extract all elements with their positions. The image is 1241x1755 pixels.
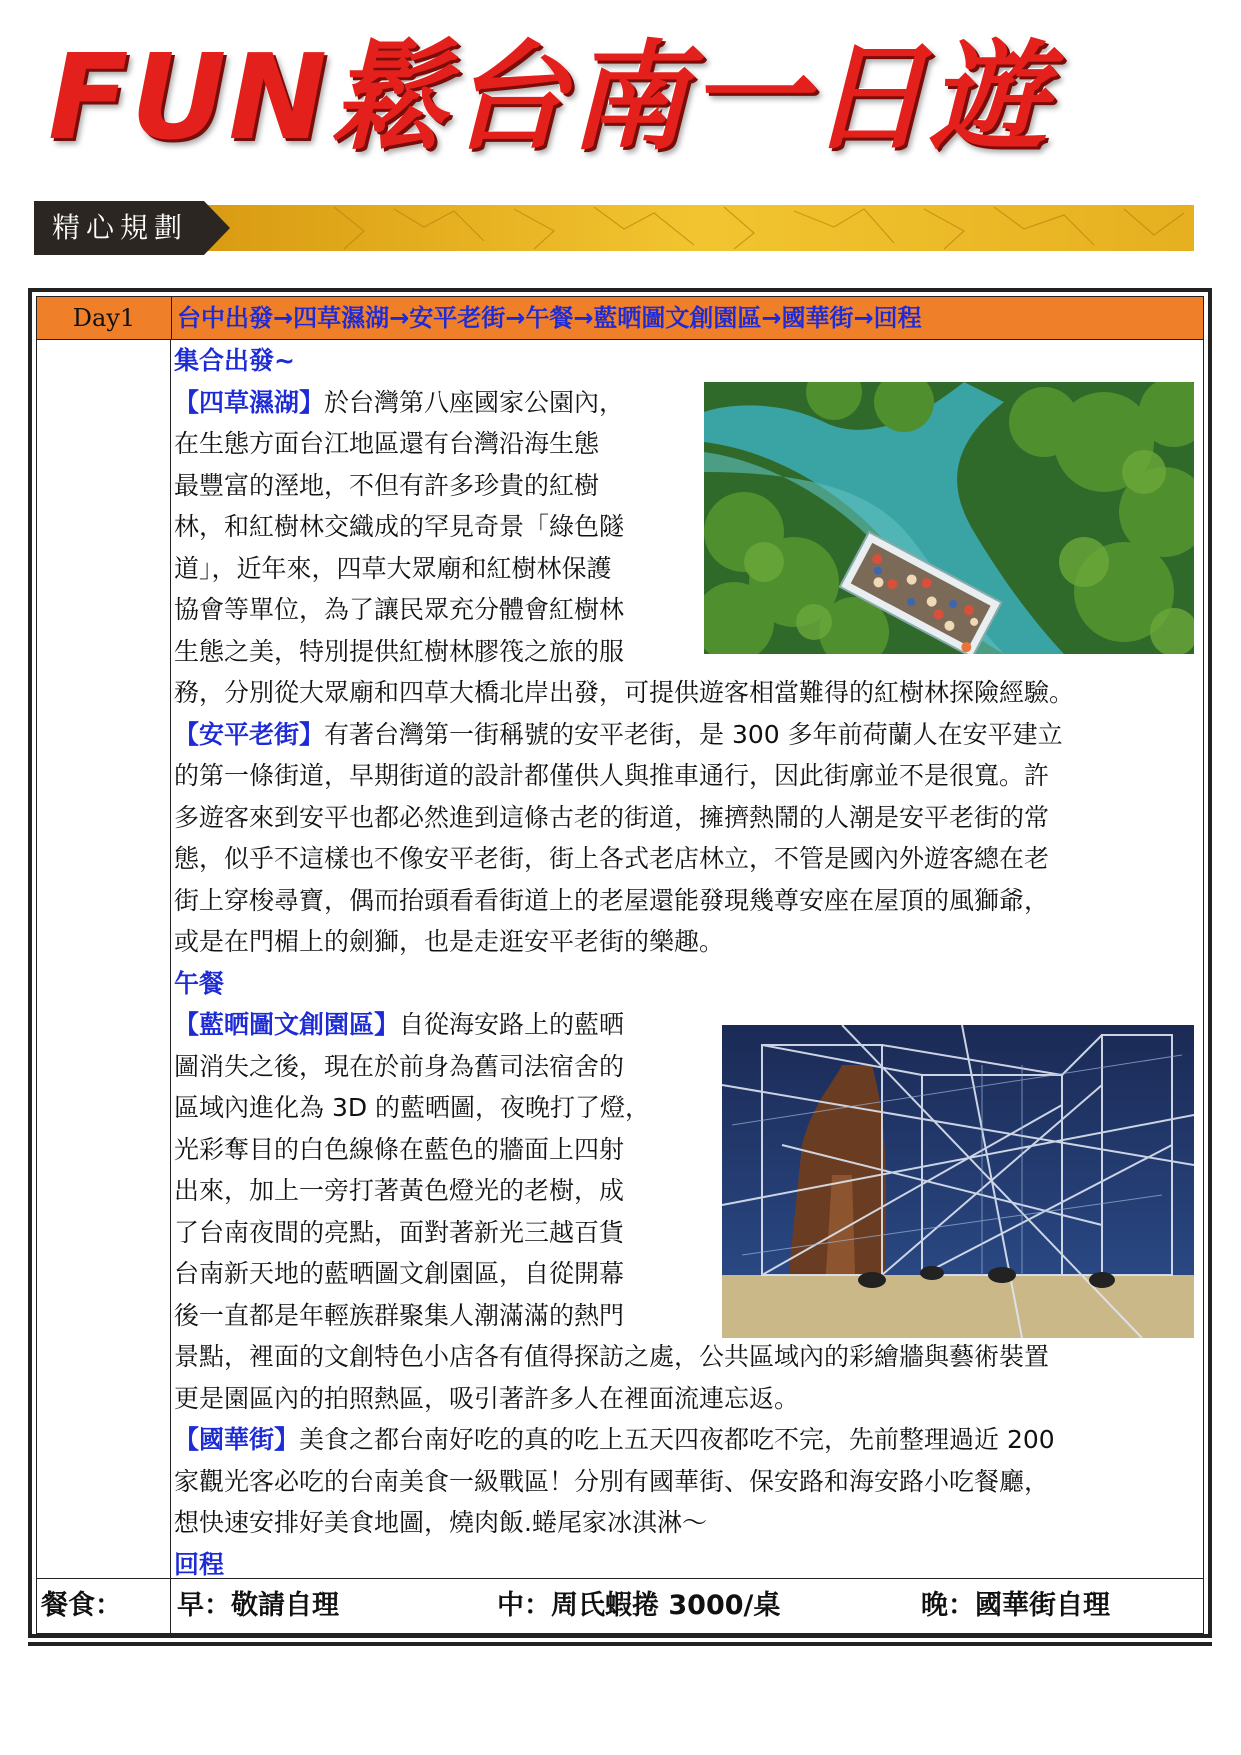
sicao-line: 務，分別從大眾廟和四草大橋北岸出發，可提供遊客相當難得的紅樹林探險經驗。: [174, 678, 1075, 707]
sicao-line: 於台灣第八座國家公園內，: [324, 387, 625, 417]
mangrove-boat-image: [704, 382, 1194, 654]
blueprint-line: 自從海安路上的藍晒: [399, 1010, 625, 1039]
anping-line: 的第一條街道，早期街道的設計都僅供人與推車通行，因此街廓並不是很寬。許: [174, 761, 1050, 790]
guohua-line: 想快速安排好美食地圖，燒肉飯.蜷尾家冰淇淋～: [174, 1508, 707, 1537]
meal-breakfast: 早：敬請自理: [177, 1590, 339, 1621]
day-body-left-cell: [36, 340, 171, 1578]
meals-row: [36, 1578, 1204, 1634]
blueprint-title: 【藍晒圖文創園區】: [174, 1010, 400, 1039]
meals-divider: [170, 1579, 171, 1633]
depart-heading: 集合出發~: [174, 346, 295, 375]
anping-paragraph: [174, 714, 1204, 963]
page-title: FUN鬆台南一日遊: [48, 28, 1050, 166]
sicao-line: 協會等單位，為了讓民眾充分體會紅樹林: [174, 595, 625, 624]
blueprint-line: 更是園區內的拍照熱區，吸引著許多人在裡面流連忘返。: [174, 1383, 800, 1413]
sicao-title: 【四草濕湖】: [174, 387, 325, 417]
frame-bottom-line: [28, 1642, 1212, 1646]
sicao-line: 最豐富的溼地，不但有許多珍貴的紅樹: [174, 470, 600, 500]
meals-label: 餐食：: [41, 1590, 122, 1621]
sicao-line: 道」，近年來，四草大眾廟和紅樹林保護: [174, 553, 612, 583]
guohua-title: 【國華街】: [174, 1425, 300, 1454]
blueprint-line: 後一直都是年輕族群聚集人潮滿滿的熱門: [174, 1300, 625, 1330]
guohua-line: 家觀光客必吃的台南美食一級戰區！分別有國華街、保安路和海安路小吃餐廳，: [174, 1466, 1050, 1496]
anping-line: 或是在門楣上的劍獅，也是走逛安平老街的樂趣。: [174, 927, 725, 956]
day-route: 台中出發→四草濕湖→安平老街→午餐→藍晒圖文創園區→國華街→回程: [177, 304, 922, 332]
sicao-line: 在生態方面台江地區還有台灣沿海生態: [174, 429, 600, 458]
blueprint-line: 出來，加上一旁打著黃色燈光的老樹，成: [174, 1176, 625, 1205]
sicao-line: 生態之美，特別提供紅樹林膠筏之旅的服: [174, 636, 625, 666]
meal-lunch: 中：周氏蝦捲 3000/桌: [497, 1590, 781, 1621]
blueprint-park-image: [722, 1025, 1194, 1338]
blueprint-line: 圖消失之後，現在於前身為舊司法宿舍的: [174, 1051, 625, 1081]
anping-line: 街上穿梭尋寶，偶而抬頭看看街道上的老屋還能發現幾尊安座在屋頂的風獅爺，: [174, 885, 1050, 915]
blueprint-line: 區域內進化為 3D 的藍晒圖，夜晚打了燈，: [174, 1093, 651, 1122]
banner-label: 精心規劃: [52, 211, 189, 244]
meal-dinner: 晚：國華街自理: [921, 1590, 1110, 1621]
blueprint-line: 光彩奪目的白色線條在藍色的牆面上四射: [174, 1134, 625, 1164]
blueprint-line: 了台南夜間的亮點，面對著新光三越百貨: [174, 1217, 625, 1247]
anping-line: 有著台灣第一街稱號的安平老街，是 300 多年前荷蘭人在安平建立: [324, 719, 1063, 749]
guohua-line: 美食之都台南好吃的真的吃上五天四夜都吃不完，先前整理過近 200: [299, 1425, 1055, 1454]
blueprint-line: 景點，裡面的文創特色小店各有值得探訪之處，公共區域內的彩繪牆與藝術裝置: [174, 1342, 1050, 1371]
blueprint-line: 台南新天地的藍晒圖文創園區，自從開幕: [174, 1259, 625, 1288]
section-banner: [34, 201, 1194, 255]
return-heading: 回程: [174, 1549, 225, 1579]
sicao-line: 林，和紅樹林交織成的罕見奇景「綠色隧: [174, 512, 625, 541]
lunch-heading: 午餐: [174, 968, 225, 998]
day-label: Day1: [37, 297, 172, 339]
anping-line: 態，似乎不這樣也不像安平老街，街上各式老店林立，不管是國內外遊客總在老: [174, 844, 1050, 873]
anping-title: 【安平老街】: [174, 719, 325, 749]
banner-graphic: [34, 201, 1194, 255]
day-header-row: [36, 296, 1204, 340]
blueprint-park-photo: [722, 1025, 1194, 1338]
guohua-paragraph: [174, 1419, 1204, 1544]
anping-line: 多遊客來到安平也都必然進到這條古老的街道，擁擠熱鬧的人潮是安平老街的常: [174, 802, 1050, 832]
mangrove-boat-photo: [704, 382, 1194, 654]
